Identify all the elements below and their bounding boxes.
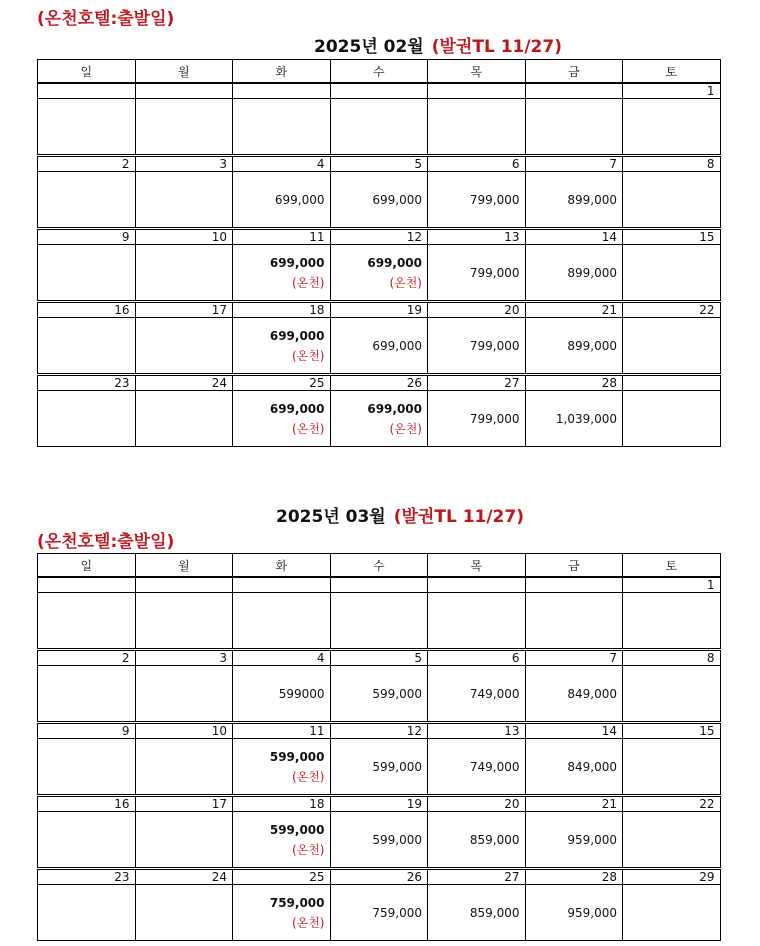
weekday-header: 일 [38,554,136,578]
date-number: 5 [330,650,428,666]
weekday-header: 화 [233,554,331,578]
day-price-cell [525,666,623,723]
date-number [623,375,721,391]
date-number: 10 [135,229,233,245]
onsen-tag: (온천) [291,915,325,930]
day-price-cell [428,812,526,869]
date-number: 24 [135,869,233,885]
date-number [233,83,331,99]
onsen-tag: (온천) [291,769,325,784]
day-price-cell [525,593,623,650]
weekday-header: 목 [428,60,526,84]
day-price-cell [428,739,526,796]
weekday-header: 월 [135,554,233,578]
day-price-cell [623,245,721,302]
price-value: 859,000 [469,905,520,920]
date-number [428,83,526,99]
price-value: 799,000 [469,265,520,280]
date-number: 8 [623,650,721,666]
date-number: 26 [330,869,428,885]
week-price-row [38,245,721,302]
date-number: 3 [135,650,233,666]
weekday-header: 화 [233,60,331,84]
weekday-header: 목 [428,554,526,578]
week-price-row [38,318,721,375]
day-price-cell [623,318,721,375]
day-price-cell [623,593,721,650]
day-price-cell [233,739,331,796]
date-number [38,577,136,593]
date-number: 18 [233,302,331,318]
date-number: 24 [135,375,233,391]
day-price-cell [428,593,526,650]
price-value: 699,000 [367,255,422,270]
mar-calendar [37,553,721,941]
day-price-cell [135,593,233,650]
date-number: 1 [623,83,721,99]
price-value: 749,000 [469,759,520,774]
price-value: 899,000 [567,265,617,280]
day-price-cell [525,739,623,796]
price-value: 599,000 [372,832,422,847]
weekday-header: 토 [623,60,721,84]
price-value: 749,000 [469,686,520,701]
price-value: 599,000 [269,749,325,764]
weekday-header: 금 [525,60,623,84]
day-price-cell [525,172,623,229]
day-price-cell [525,812,623,869]
day-price-cell [330,812,428,869]
date-number: 11 [233,229,331,245]
date-number: 7 [525,156,623,172]
mar-title [276,502,524,527]
day-price-cell [233,318,331,375]
week-date-row [38,796,721,812]
price-value: 849,000 [567,686,617,701]
day-price-cell [330,885,428,941]
mar-onsen-note: (온천호텔:출발일) [37,532,175,552]
day-price-cell [38,593,136,650]
price-value: 599000 [278,686,325,701]
price-value: 799,000 [469,192,520,207]
date-number: 23 [38,375,136,391]
price-value: 599,000 [269,822,325,837]
week-price-row [38,391,721,447]
date-number: 3 [135,156,233,172]
day-price-cell [38,245,136,302]
day-price-cell [623,391,721,447]
day-price-cell [135,739,233,796]
week-date-row [38,302,721,318]
day-price-cell [38,391,136,447]
date-number: 10 [135,723,233,739]
date-number: 20 [428,796,526,812]
price-value: 699,000 [372,338,422,353]
price-value: 759,000 [269,895,325,910]
date-number: 19 [330,302,428,318]
day-price-cell [428,391,526,447]
date-number: 25 [233,869,331,885]
date-number: 2 [38,650,136,666]
price-value: 599,000 [372,759,422,774]
day-price-cell [330,318,428,375]
day-price-cell [233,245,331,302]
date-number: 26 [330,375,428,391]
day-price-cell [428,99,526,156]
day-price-cell [233,593,331,650]
date-number [525,83,623,99]
date-number: 22 [623,302,721,318]
price-value: 699,000 [269,401,325,416]
date-number: 6 [428,650,526,666]
date-number: 5 [330,156,428,172]
week-date-row [38,577,721,593]
date-number: 12 [330,723,428,739]
day-price-cell [135,99,233,156]
day-price-cell [233,391,331,447]
weekday-header: 일 [38,60,136,84]
day-price-cell [135,812,233,869]
date-number: 4 [233,650,331,666]
day-price-cell [623,812,721,869]
date-number [135,577,233,593]
date-number: 1 [623,577,721,593]
date-number: 7 [525,650,623,666]
day-price-cell [38,666,136,723]
day-price-cell [135,391,233,447]
week-date-row [38,650,721,666]
day-price-cell [330,172,428,229]
day-price-cell [38,885,136,941]
price-value: 699,000 [367,401,422,416]
day-price-cell [623,666,721,723]
date-number: 28 [525,375,623,391]
price-value: 899,000 [567,192,617,207]
day-price-cell [38,172,136,229]
week-price-row [38,885,721,941]
week-price-row [38,593,721,650]
week-price-row [38,666,721,723]
date-number: 13 [428,723,526,739]
date-number: 27 [428,869,526,885]
day-price-cell [428,318,526,375]
date-number: 13 [428,229,526,245]
date-number [38,83,136,99]
date-number: 17 [135,796,233,812]
day-price-cell [330,666,428,723]
day-price-cell [330,739,428,796]
date-number: 12 [330,229,428,245]
price-value: 799,000 [469,411,520,426]
date-number: 4 [233,156,331,172]
price-value: 849,000 [567,759,617,774]
day-price-cell [135,885,233,941]
price-value: 899,000 [567,338,617,353]
day-price-cell [135,318,233,375]
weekday-header: 토 [623,554,721,578]
date-number: 22 [623,796,721,812]
day-price-cell [233,885,331,941]
day-price-cell [428,172,526,229]
price-value: 699,000 [372,192,422,207]
day-price-cell [233,99,331,156]
date-number: 27 [428,375,526,391]
day-price-cell [38,318,136,375]
date-number: 16 [38,302,136,318]
week-date-row [38,869,721,885]
date-number: 9 [38,229,136,245]
date-number: 9 [38,723,136,739]
onsen-tag: (온천) [291,348,325,363]
feb-title-month: 2025년 02월 [314,37,424,57]
day-price-cell [330,245,428,302]
onsen-tag: (온천) [291,842,325,857]
weekday-header: 수 [330,60,428,84]
date-number [330,83,428,99]
day-price-cell [38,812,136,869]
price-value: 859,000 [469,832,520,847]
day-price-cell [525,245,623,302]
weekday-header: 월 [135,60,233,84]
day-price-cell [525,99,623,156]
price-value: 699,000 [269,328,325,343]
day-price-cell [525,885,623,941]
date-number: 18 [233,796,331,812]
day-price-cell [428,245,526,302]
date-number [428,577,526,593]
price-value: 599,000 [372,686,422,701]
date-number [330,577,428,593]
week-date-row [38,723,721,739]
date-number: 25 [233,375,331,391]
day-price-cell [135,666,233,723]
weekday-header: 수 [330,554,428,578]
day-price-cell [38,739,136,796]
onsen-tag: (온천) [389,275,422,290]
onsen-tag: (온천) [389,421,422,436]
date-number: 15 [623,229,721,245]
date-number [233,577,331,593]
day-price-cell [135,172,233,229]
week-date-row [38,156,721,172]
date-number: 29 [623,869,721,885]
date-number: 14 [525,723,623,739]
day-price-cell [330,593,428,650]
date-number [525,577,623,593]
date-number: 23 [38,869,136,885]
date-number: 20 [428,302,526,318]
date-number: 19 [330,796,428,812]
date-number: 17 [135,302,233,318]
price-value: 699,000 [269,255,325,270]
price-value: 1,039,000 [555,411,617,426]
feb-calendar [37,59,721,447]
day-price-cell [233,172,331,229]
weekday-header-row [38,554,721,578]
price-value: 959,000 [567,832,617,847]
date-number: 15 [623,723,721,739]
day-price-cell [525,391,623,447]
day-price-cell [330,391,428,447]
date-number: 21 [525,302,623,318]
week-date-row [38,375,721,391]
week-price-row [38,99,721,156]
onsen-tag: (온천) [291,421,325,436]
feb-onsen-note: (온천호텔:출발일) [37,9,175,29]
price-value: 759,000 [372,905,422,920]
date-number: 2 [38,156,136,172]
day-price-cell [428,885,526,941]
day-price-cell [525,318,623,375]
price-value: 959,000 [567,905,617,920]
day-price-cell [135,245,233,302]
week-price-row [38,172,721,229]
day-price-cell [428,666,526,723]
date-number: 11 [233,723,331,739]
onsen-tag: (온천) [291,275,325,290]
week-date-row [38,83,721,99]
date-number: 21 [525,796,623,812]
day-price-cell [623,739,721,796]
day-price-cell [623,172,721,229]
day-price-cell [233,666,331,723]
date-number: 16 [38,796,136,812]
feb-title [314,32,562,57]
week-price-row [38,739,721,796]
mar-title-month: 2025년 03월 [276,507,386,527]
mar-ticketing-deadline: (발권TL 11/27) [393,507,524,527]
week-price-row [38,812,721,869]
day-price-cell [623,885,721,941]
date-number [135,83,233,99]
price-value: 799,000 [469,338,520,353]
date-number: 8 [623,156,721,172]
weekday-header-row [38,60,721,84]
date-number: 14 [525,229,623,245]
price-value: 699,000 [274,192,325,207]
date-number: 28 [525,869,623,885]
day-price-cell [330,99,428,156]
day-price-cell [233,812,331,869]
day-price-cell [38,99,136,156]
week-date-row [38,229,721,245]
weekday-header: 금 [525,554,623,578]
day-price-cell [623,99,721,156]
feb-ticketing-deadline: (발권TL 11/27) [431,37,562,57]
date-number: 6 [428,156,526,172]
